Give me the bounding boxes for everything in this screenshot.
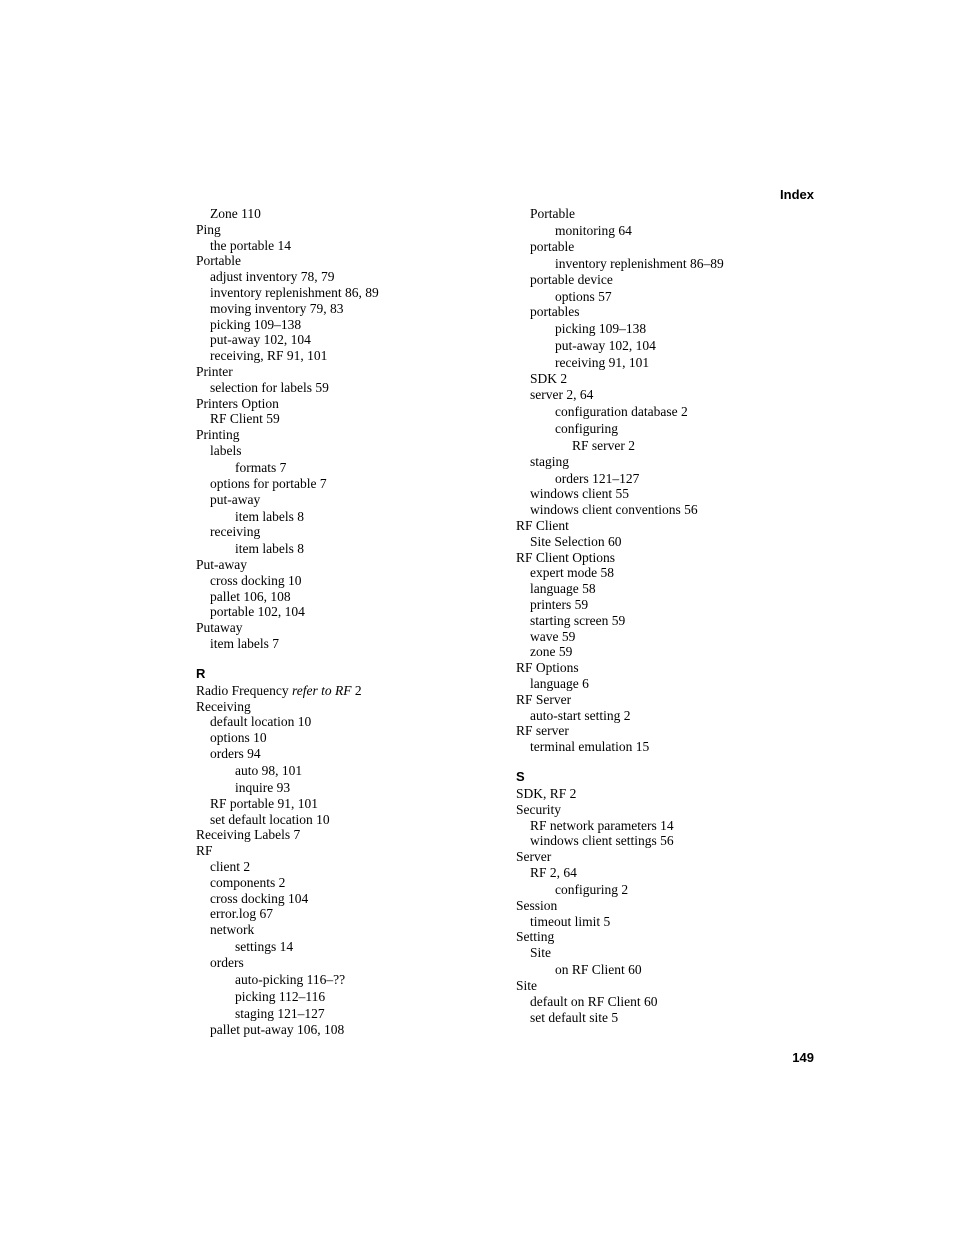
index-subentry: moving inventory 79, 83: [210, 300, 344, 316]
index-entry: Printers Option: [196, 395, 279, 411]
index-subentry: put-away 102, 104: [555, 338, 656, 354]
index-subentry: receiving, RF 91, 101: [210, 348, 328, 364]
index-subentry: orders: [210, 954, 244, 970]
index-subentry: item labels 7: [210, 636, 279, 652]
index-subentry: auto 98, 101: [235, 763, 303, 779]
index-subentry: labels: [210, 442, 242, 458]
index-subentry: set default site 5: [530, 1009, 619, 1025]
index-entry: SDK, RF 2: [516, 785, 577, 801]
index-subentry: put-away: [210, 491, 261, 507]
index-subentry: auto-start setting 2: [530, 707, 631, 723]
index-subentry: printers 59: [530, 597, 589, 612]
index-subentry: default location 10: [210, 714, 312, 730]
index-subentry: picking 112–116: [235, 988, 326, 1004]
index-subentry: orders 94: [210, 746, 261, 762]
index-subentry: picking 109–138: [555, 321, 647, 337]
index-entry: Setting: [516, 929, 555, 945]
index-entry: Ping: [196, 221, 221, 237]
index-subentry: options 10: [210, 730, 267, 746]
index-subentry: client 2: [210, 859, 251, 875]
index-entry: RF Client: [516, 518, 569, 534]
index-subentry: portable device: [530, 271, 613, 287]
index-subentry: put-away 102, 104: [210, 332, 311, 348]
index-subentry: Zone 110: [210, 206, 261, 221]
index-subentry: windows client 55: [530, 486, 629, 502]
index-subentry: RF 2, 64: [530, 864, 577, 880]
index-subentry: windows client settings 56: [530, 833, 674, 849]
index-subentry: the portable 14: [210, 237, 291, 253]
index-subentry: wave 59: [530, 628, 576, 644]
index-subentry: options 57: [555, 288, 612, 304]
index-subentry: error.log 67: [210, 906, 273, 922]
index-section-heading: R: [196, 665, 206, 681]
index-subentry: terminal emulation 15: [530, 739, 650, 755]
index-subentry: cross docking 104: [210, 890, 309, 906]
index-subentry: starting screen 59: [530, 612, 626, 628]
index-subentry: windows client conventions 56: [530, 502, 698, 518]
index-subentry: portables: [530, 304, 580, 320]
index-subentry: pallet put-away 106, 108: [210, 1021, 345, 1037]
index-subentry: language 6: [530, 675, 589, 691]
index-column-right: [516, 206, 816, 1025]
index-subentry: receiving 91, 101: [555, 355, 650, 371]
index-entry: Receiving: [196, 698, 251, 714]
index-subentry: auto-picking 116–??: [235, 971, 346, 987]
index-subentry: configuring: [555, 420, 618, 436]
index-section-heading: S: [516, 768, 525, 784]
index-subentry: network: [210, 922, 255, 938]
index-entry: RF Options: [516, 660, 579, 676]
index-entry: Server: [516, 849, 552, 865]
index-entry: RF server: [516, 723, 569, 739]
index-subentry: Site Selection 60: [530, 533, 622, 549]
index-subentry: RF portable 91, 101: [210, 795, 318, 811]
index-entry: Security: [516, 801, 561, 817]
index-subentry: zone 59: [530, 644, 573, 660]
index-entry: Put-away: [196, 557, 247, 573]
index-subentry: RF network parameters 14: [530, 817, 674, 833]
index-entry: RF Server: [516, 691, 572, 707]
index-entry: Site: [516, 977, 538, 993]
running-header: Index: [780, 187, 814, 202]
index-subentry: RF Client 59: [210, 411, 280, 427]
index-subentry: set default location 10: [210, 811, 330, 827]
index-subentry: picking 109–138: [210, 316, 302, 332]
index-subentry: inquire 93: [235, 780, 291, 796]
index-subentry: orders 121–127: [555, 470, 640, 486]
index-subentry: configuring 2: [555, 881, 629, 897]
index-subentry: item labels 8: [235, 508, 304, 524]
index-subentry: adjust inventory 78, 79: [210, 269, 335, 285]
index-subentry: selection for labels 59: [210, 379, 329, 395]
index-entry: Receiving Labels 7: [196, 827, 301, 843]
index-subentry: timeout limit 5: [530, 913, 611, 929]
index-subentry: portable: [530, 238, 575, 254]
index-entry: Putaway: [196, 620, 243, 636]
index-subentry: configuration database 2: [555, 403, 688, 419]
index-subentry: inventory replenishment 86, 89: [210, 284, 379, 300]
index-entry: Session: [516, 897, 558, 913]
index-subentry: options for portable 7: [210, 475, 327, 491]
cross-reference: refer to RF: [291, 682, 352, 698]
index-subentry: inventory replenishment 86–89: [555, 255, 724, 271]
index-subentry: portable 102, 104: [210, 604, 305, 620]
index-subentry: formats 7: [235, 459, 287, 475]
index-entry: Portable: [196, 253, 241, 269]
index-subentry: pallet 106, 108: [210, 588, 291, 604]
index-subentry: server 2, 64: [530, 386, 594, 402]
index-subentry: default on RF Client 60: [530, 993, 658, 1009]
index-subentry: receiving: [210, 524, 261, 540]
index-subentry: SDK 2: [530, 371, 568, 387]
index-subentry: staging 121–127: [235, 1005, 325, 1021]
index-subentry: language 58: [530, 581, 596, 597]
index-subentry: components 2: [210, 874, 286, 890]
index-entry: RF: [196, 843, 213, 859]
index-subentry: on RF Client 60: [555, 962, 642, 978]
index-subentry: RF server 2: [572, 437, 635, 453]
index-subentry: settings 14: [235, 939, 294, 955]
index-entry: RF Client Options: [516, 549, 616, 565]
page-number: 149: [792, 1050, 814, 1065]
index-subentry: monitoring 64: [555, 222, 632, 238]
index-entry: Printer: [196, 363, 233, 379]
index-subentry: staging: [530, 453, 569, 469]
index-subentry: Site: [530, 945, 552, 961]
index-entry: [196, 683, 496, 699]
index-subentry: Portable: [530, 206, 575, 221]
index-entry: Printing: [196, 427, 240, 443]
index-subentry: cross docking 10: [210, 572, 302, 588]
page-reference: 2: [351, 682, 362, 698]
index-subentry: expert mode 58: [530, 565, 614, 581]
index-subentry: item labels 8: [235, 541, 304, 557]
entry-text: Radio Frequency: [196, 682, 292, 698]
index-column-left: [196, 206, 496, 1038]
